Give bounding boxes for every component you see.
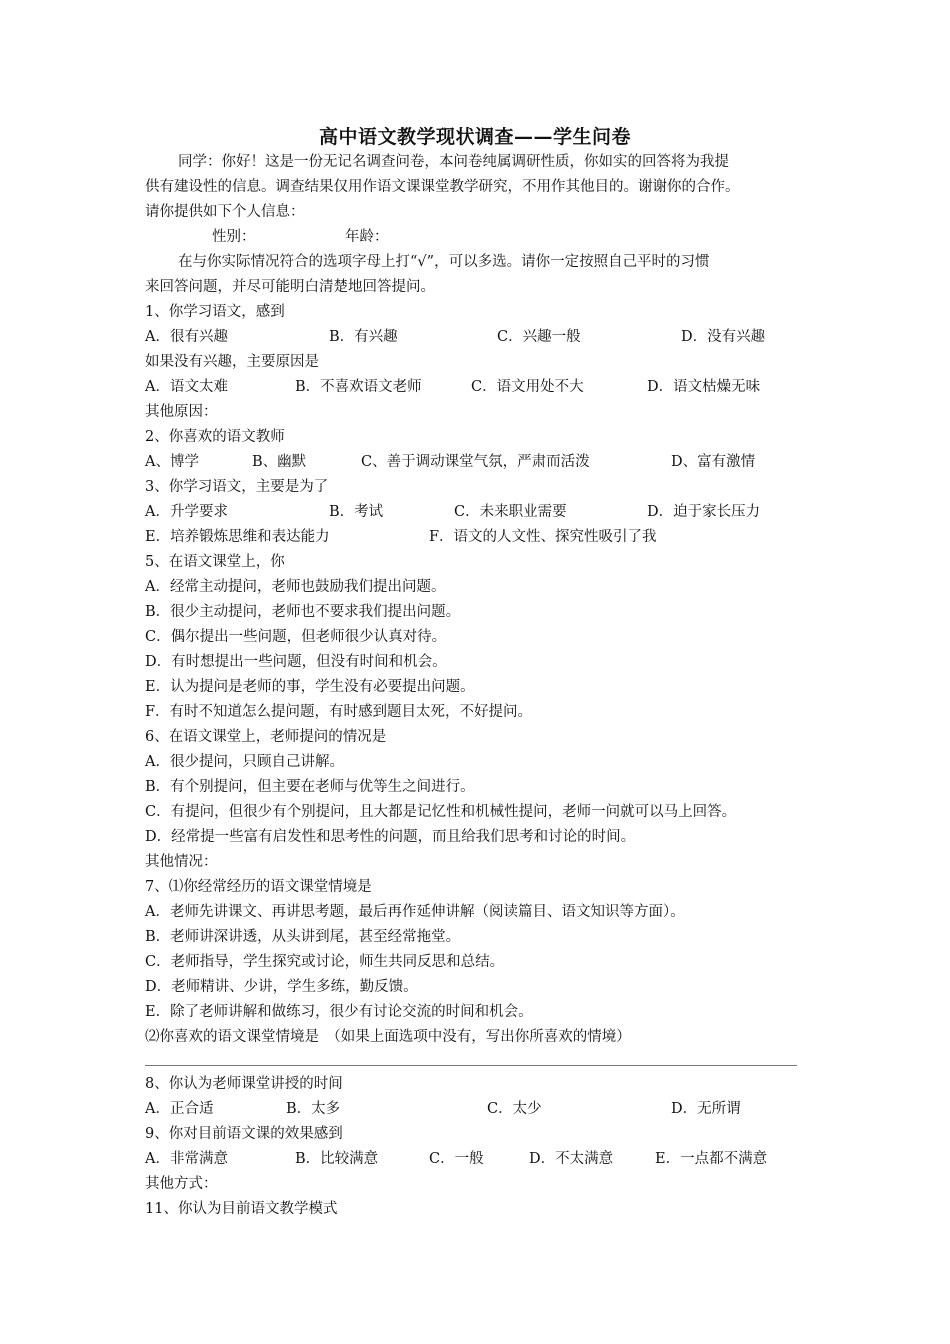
q9-option-e[interactable]: E．一点都不满意 [655,1151,768,1167]
instruction-line-1: 在与你实际情况符合的选项字母上打“√”，可以多选。请你一定按照自己平时的习惯 [178,254,710,270]
q3-option-a[interactable]: A．升学要求 [145,504,228,520]
q8-option-c[interactable]: C．太少 [487,1101,542,1117]
q7-option-a[interactable]: A．老师先讲课文、再讲思考题，最后再作延伸讲解（阅读篇目、语文知识等方面）。 [145,904,685,920]
q8-option-b[interactable]: B．太多 [286,1101,341,1117]
q1-option-a[interactable]: A．很有兴趣 [145,329,228,345]
question-8-title: 8、你认为老师课堂讲授的时间 [145,1076,343,1092]
q2-option-c[interactable]: C、善于调动课堂气氛，严肃而活泼 [361,454,590,470]
q1-sub-option-a[interactable]: A．语文太难 [145,379,228,395]
q7-option-d[interactable]: D．老师精讲、少讲，学生多练，勤反馈。 [145,979,418,995]
q5-option-c[interactable]: C．偶尔提出一些问题，但老师很少认真对待。 [145,629,447,645]
q7-option-c[interactable]: C．老师指导，学生探究或讨论，师生共同反思和总结。 [145,954,505,970]
question-11-title: 11、你认为目前语文教学模式 [145,1201,338,1217]
q3-option-c[interactable]: C．未来职业需要 [454,504,567,520]
q1-other-reason: 其他原因： [145,404,218,420]
q3-option-b[interactable]: B．考试 [329,504,384,520]
question-2-title: 2、你喜欢的语文教师 [145,429,285,445]
q9-option-a[interactable]: A．非常满意 [145,1151,228,1167]
q2-option-d[interactable]: D、富有激情 [671,454,756,470]
age-label: 年龄： [345,229,389,245]
question-5-title: 5、在语文课堂上，你 [145,554,285,570]
intro-line-1: 同学：你好！这是一份无记名调查问卷，本问卷纯属调研性质，你如实的回答将为我提 [178,154,729,170]
q1-option-b[interactable]: B．有兴趣 [329,329,398,345]
q8-option-a[interactable]: A．正合适 [145,1101,214,1117]
answer-line[interactable] [145,1065,797,1066]
q6-option-b[interactable]: B．有个别提问，但主要在老师与优等生之间进行。 [145,779,475,795]
q1-sub-option-d[interactable]: D．语文枯燥无味 [647,379,761,395]
q8-option-d[interactable]: D．无所谓 [671,1101,741,1117]
q1-option-d[interactable]: D．没有兴趣 [681,329,766,345]
q3-option-e[interactable]: E．培养锻炼思维和表达能力 [145,529,330,545]
q6-other: 其他情况： [145,854,218,870]
q1-sub-option-b[interactable]: B．不喜欢语文老师 [295,379,422,395]
q5-option-d[interactable]: D．有时想提出一些问题，但没有时间和机会。 [145,654,447,670]
question-1-title: 1、你学习语文，感到 [145,304,285,320]
q7-sub-question: ⑵你喜欢的语文课堂情境是 （如果上面选项中没有，写出你所喜欢的情境） [145,1029,631,1045]
gender-label: 性别： [212,229,256,245]
q7-option-b[interactable]: B．老师讲深讲透，从头讲到尾，甚至经常拖堂。 [145,929,461,945]
q5-option-a[interactable]: A．经常主动提问，老师也鼓励我们提出问题。 [145,579,446,595]
intro-line-3: 请你提供如下个人信息： [145,204,305,220]
question-6-title: 6、在语文课堂上，老师提问的情况是 [145,729,387,745]
q5-option-b[interactable]: B．很少主动提问，老师也不要求我们提出问题。 [145,604,461,620]
q6-option-d[interactable]: D．经常提一些富有启发性和思考性的问题，而且给我们思考和讨论的时间。 [145,829,636,845]
question-9-title: 9、你对目前语文课的效果感到 [145,1126,343,1142]
intro-line-2: 供有建设性的信息。调查结果仅用作语文课课堂教学研究，不用作其他目的。谢谢你的合作。 [145,179,740,195]
q3-option-f[interactable]: F．语文的人文性、探究性吸引了我 [429,529,657,545]
q9-other: 其他方式： [145,1176,218,1192]
q9-option-d[interactable]: D．不太满意 [529,1151,614,1167]
q6-option-a[interactable]: A．很少提问，只顾自己讲解。 [145,754,344,770]
q2-option-a[interactable]: A、博学 [145,454,199,470]
q1-sub-option-c[interactable]: C．语文用处不大 [471,379,584,395]
question-3-title: 3、你学习语文，主要是为了 [145,479,329,495]
q5-option-e[interactable]: E．认为提问是老师的事，学生没有必要提出问题。 [145,679,475,695]
instruction-line-2: 来回答问题，并尽可能明白清楚地回答提问。 [145,279,435,295]
q7-option-e[interactable]: E．除了老师讲解和做练习，很少有讨论交流的时间和机会。 [145,1004,533,1020]
question-7-title: 7、⑴你经常经历的语文课堂情境是 [145,879,372,895]
q9-option-b[interactable]: B．比较满意 [295,1151,379,1167]
document-title: 高中语文教学现状调查——学生问卷 [318,126,631,148]
q1-option-c[interactable]: C．兴趣一般 [497,329,581,345]
q2-option-b[interactable]: B、幽默 [252,454,307,470]
q5-option-f[interactable]: F．有时不知道怎么提问题，有时感到题目太死，不好提问。 [145,704,533,720]
q6-option-c[interactable]: C．有提问，但很少有个别提问，且大都是记忆性和机械性提问，老师一问就可以马上回答。 [145,804,737,820]
q9-option-c[interactable]: C．一般 [429,1151,484,1167]
q1-sub-title: 如果没有兴趣，主要原因是 [145,354,319,370]
q3-option-d[interactable]: D．迫于家长压力 [647,504,761,520]
